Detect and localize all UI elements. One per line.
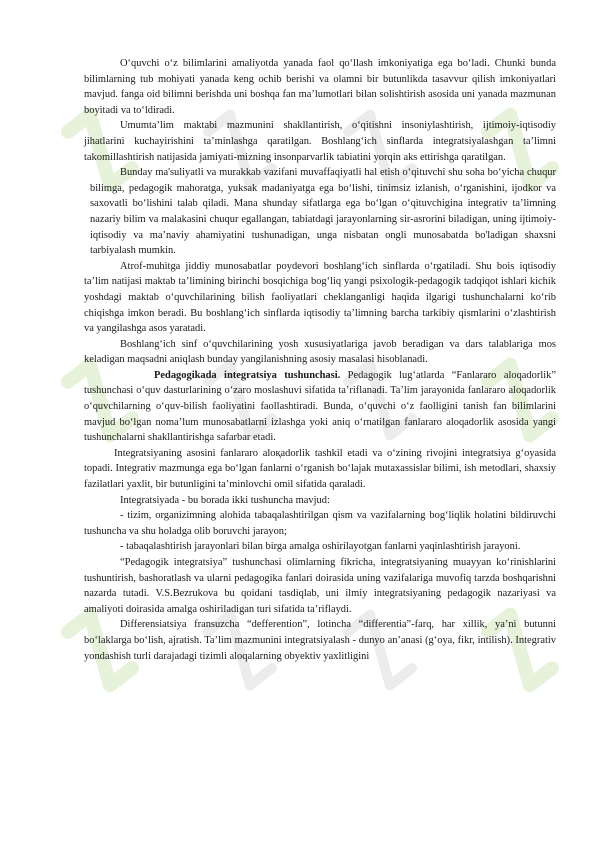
paragraph: Integratsiyada - bu borada ikki tushuncha mavjud: <box>120 494 330 506</box>
paragraph: Boshlang‘ich sinf o‘quvchilarining yosh xususiyatlariga javob beradigan va dars talablariga mos keladigan maqsadni aniqlash bunday yangilanishning asosiy masalasi hisoblanadi. <box>84 338 556 366</box>
document-body <box>84 56 556 664</box>
paragraph: Bunday ma'suliyatli va murakkab vazifani muvaffaqiyatli hal etish o‘qituvchi shu soha bo‘yicha chuqur bilimga, pedagogik mahoratga, yuksak madaniyatga ega bo‘lishi, tinimsiz izlanish, o‘rganishini, ijodkor va saxovatli bo‘lishini talab qiladi. Mana shunday sifatlarga ega bo‘lgan o‘qituvchigina integrativ ta’limning nazariy bilim va malakasini chuqur egallangan, tabiatdagi jarayonlarning sir-asrorini biladigan, uning ijtimoiy-iqtisodiy va ma’naviy ahamiyatini tushunadigan, unga nisbatan ongli munosabatda bo'ladigan shaxsni tarbiyalash mumkin. <box>90 167 556 257</box>
list-item: - tizim, organizimning alohida tabaqalashtirilgan qism va vazifalarning bog‘liqlik holatini bildiruvchi tushuncha va shu holadga olib boruvchi jarayon; <box>84 510 556 537</box>
paragraph: “Pedagogik integratsiya” tushunchasi olimlarning fikricha, integratsiyaning muayyan ko‘rinishlarini tushuntirish, bashoratlash va ularni pedagogika fanlari doirasida uning vazifalariga muvofiq tarzda boshqarishni nazarda tutadi. V.S.Bezrukova bu qoidani tasdiqlab, uni ilmiy integratsiyaning pedagogik nazariyasi va amaliyoti doirasida amalga oshiriladigan turi sifatida ta’riflaydi. <box>84 557 556 615</box>
list-item: - tabaqalashtirish jarayonlari bilan birga amalga oshirilayotgan fanlarni yaqinlashtirish jarayoni. <box>120 541 521 553</box>
paragraph: Differensiatsiya fransuzcha “defferention”, lotincha “differentia”-farq, har xillik, ya’ni butunni bo‘laklarga bo‘lish, ajratish. Ta’lim mazmunini integratsiyalash - dunyo an’anasi (g‘oya, fikr, intilish). Integrativ yondashish turli darajadagi tizimli aloqalarning obyektiv yaxlitligini <box>84 619 556 662</box>
definition-text: Pedagogik lug‘atlarda “Fanlararo aloqadorlik” tushunchasi o‘quv dasturlarining o‘zaro moslashuvi sifatida ta’riflanadi. Ta’lim jarayonida fanlararo aloqadorlik o‘quvchilarning o‘quv-bilish faoliyatini faollashtiradi. Bunda, o‘quvchi o‘z faolligini tanish fan bilimlarini mavjud bo‘lgan noma’lum munosabatlarni izlashga yoki aniq o‘rnatilgan fanlararo aloqadorlik asosida yangi tushunchalarni shakllantirishga safarbar etadi. <box>84 369 556 444</box>
section-heading: Pedagogikada integratsiya tushunchasi. <box>154 369 341 381</box>
paragraph: O‘quvchi o‘z bilimlarini amaliyotda yanada faol qo‘llash imkoniyatiga ega bo‘ladi. Chunki bunda bilimlarning tub mohiyati yanada keng ochib berishi va olamni bir butunlikda tasavvur qilish imkoniyatlari mavjud. fanga oid bilimni berishda uni boshqa fan ma’lumotlari bilan solishtirish asosida uni yanada mazmunan boyitadi va to‘ldiradi. <box>84 58 556 116</box>
definition-paragraph <box>84 368 556 446</box>
paragraph: Atrof-muhitga jiddiy munosabatlar poydevori boshlang‘ich sinflarda o‘rgatiladi. Shu bois iqtisodiy ta’lim natijasi maktab ta’limining birinchi bosqichiga bog‘liq yangi psixologik-pedagogik tadqiqot ishlari kichik yoshdagi maktab o‘quvchilarining bilish faoliyatlari cheklanganligi haqida ilgarigi tushunchalarni ko‘rib chiqishga imkon beradi. Bu boshlang‘ich sinflarda iqtisodiy ta’limning barcha tarkibiy qismlarini o‘zlashtirish va yangilashga asos yaratadi. <box>84 260 556 335</box>
paragraph: Umumta’lim maktabi mazmunini shakllantirish, o‘qitishni insoniylashtirish, ijtimoiy-iqtisodiy jihatlarini kuchayirishini ta’minlashga qaratilgan. Boshlang‘ich sinflarda integratsiyalashgan ta’limni takomillashtirish natijasida jamiyati-mizning insonparvarlik tabiatini yorqin aks ettirishga qaratilgan. <box>84 120 556 163</box>
paragraph: Integratsiyaning asosini fanlararo aloқadorlik tashkil etadi va o‘zining rivojini integratsiya g‘oyasida topadi. Integrativ mazmunga ega bo‘lgan fanlarni o‘rganish bo‘lajak mutaxassislar bilimi, ish metodlari, shaxsiy fazilatlari yaxlit, bir butunligini ta’minlovchi omil sifatida qaraladi. <box>84 447 556 491</box>
